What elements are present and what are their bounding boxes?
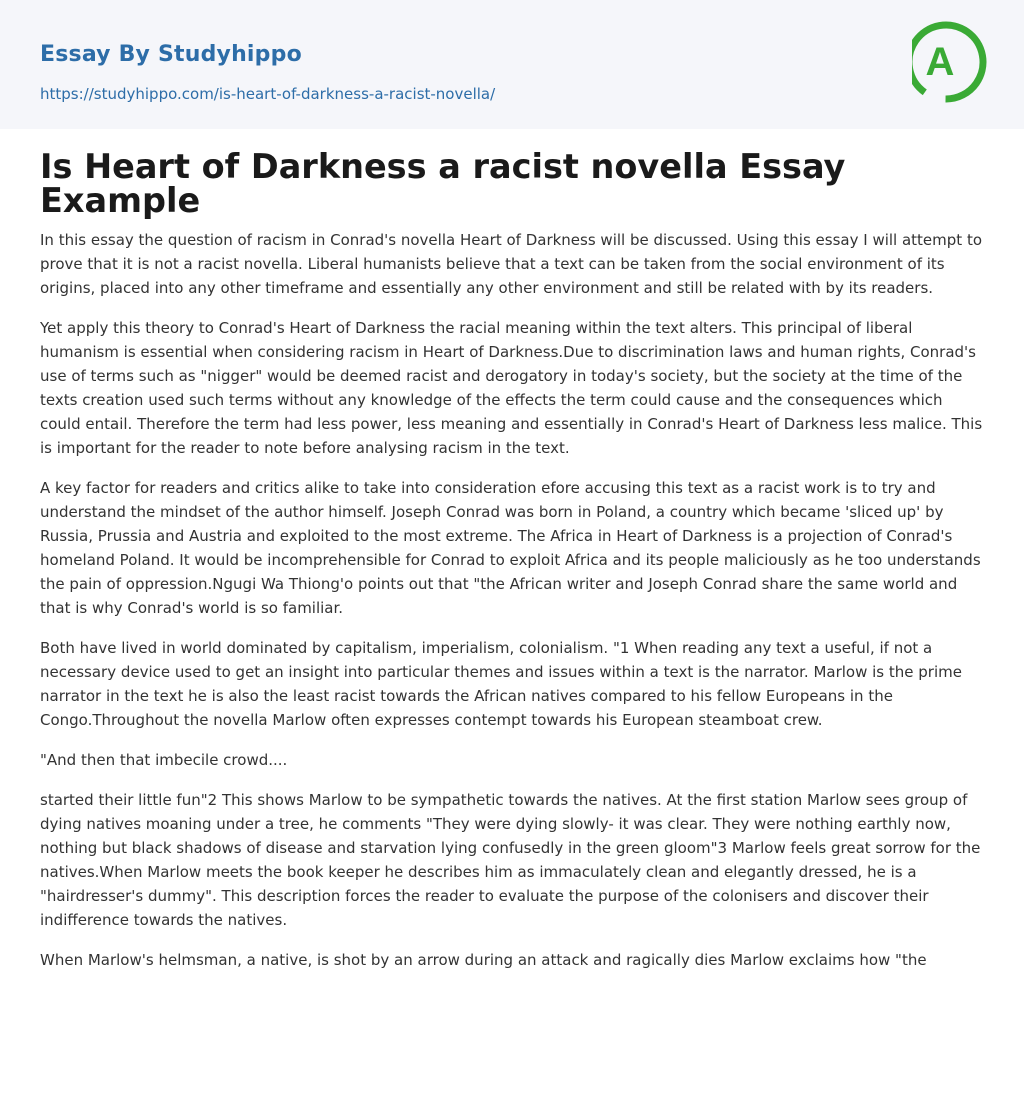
source-url-link[interactable]: https://studyhippo.com/is-heart-of-darkness-a-racist-novella/ <box>40 85 496 103</box>
site-header <box>0 0 1024 129</box>
article-paragraph: Both have lived in world dominated by capitalism, imperialism, colonialism. "1 When reading any text a useful, if not a necessary device used to get an insight into particular themes and issues within a text is the narrator. Marlow is the prime narrator in the text he is also the least racist towards the African natives compared to his fellow Europeans in the Congo.Throughout the novella Marlow often expresses contempt towards his European steamboat crew. <box>40 639 962 729</box>
site-brand[interactable]: Essay By Studyhippo <box>40 42 302 67</box>
article-paragraph: A key factor for readers and critics alike to take into consideration efore accusing this text as a racist work is to try and understand the mindset of the author himself. Joseph Conrad was born in Poland, a country which became 'sliced up' by Russia, Prussia and Austria and exploited to the most extreme. The Africa in Heart of Darkness is a projection of Conrad's homeland Poland. It would be incomprehensible for Conrad to exploit Africa and its people maliciously as he too understands the pain of oppression.Ngugi Wa Thiong'o points out that "the African writer and Joseph Conrad share the same world and that is why Conrad's world is so familiar. <box>40 479 981 617</box>
studyhippo-logo-icon[interactable] <box>912 18 988 106</box>
article-paragraph: In this essay the question of racism in Conrad's novella Heart of Darkness will be discussed. Using this essay I will attempt to prove that it is not a racist novella. Liberal humanists believe that a text can be taken from the social environment of its origins, placed into any other timeframe and essentially any other environment and still be related with by its readers. <box>40 231 983 297</box>
article-paragraph: "And then that imbecile crowd.... <box>40 751 288 769</box>
article-paragraph: When Marlow's helmsman, a native, is shot by an arrow during an attack and ragically dies Marlow exclaims how "the <box>40 951 927 969</box>
logo-letter: A <box>925 40 955 84</box>
article <box>40 147 984 988</box>
article-paragraph: Yet apply this theory to Conrad's Heart of Darkness the racial meaning within the text alters. This principal of liberal humanism is essential when considering racism in Heart of Darkness.Due to discrimination laws and human rights, Conrad's use of terms such as "nigger" would be deemed racist and derogatory in today's society, but the society at the time of the texts creation used such terms without any knowledge of the effects the term could cause and the consequences which could entail. Therefore the term had less power, less meaning and essentially in Conrad's Heart of Darkness less malice. This is important for the reader to note before analysing racism in the text. <box>40 319 983 457</box>
article-body <box>40 228 984 972</box>
article-paragraph: started their little fun"2 This shows Marlow to be sympathetic towards the natives. At the first station Marlow sees group of dying natives moaning under a tree, he comments "They were dying slowly- it was clear. They were nothing earthly now, nothing but black shadows of disease and starvation lying confusedly in the green gloom"3 Marlow feels great sorrow for the natives.When Marlow meets the book keeper he describes him as immaculately clean and elegantly dressed, he is a "hairdresser's dummy". This description forces the reader to evaluate the purpose of the colonisers and discover their indifference towards the natives. <box>40 791 981 929</box>
article-title: Is Heart of Darkness a racist novella Essay Example <box>40 147 846 220</box>
